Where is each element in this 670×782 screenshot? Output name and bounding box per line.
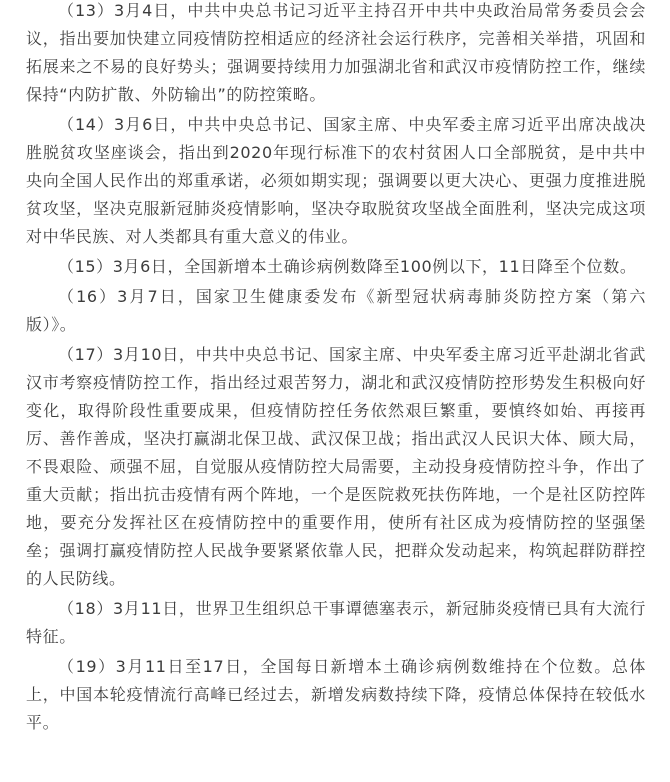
article-body bbox=[26, 0, 646, 739]
paragraph-16: （16）3月7日，国家卫生健康委发布《新型冠状病毒肺炎防控方案（第六版）》。 bbox=[26, 287, 646, 334]
paragraph-19: （19）3月11日至17日，全国每日新增本土确诊病例数维持在个位数。总体上，中国本轮疫情流行高峰已经过去，新增发病数持续下降，疫情总体保持在较低水平。 bbox=[26, 657, 646, 732]
paragraph-18: （18）3月11日，世界卫生组织总干事谭德塞表示，新冠肺炎疫情已具有大流行特征。 bbox=[26, 599, 646, 646]
paragraph-13: （13）3月4日，中共中央总书记习近平主持召开中共中央政治局常务委员会会议，指出要加快建立同疫情防控相适应的经济社会运行秩序，完善相关举措，巩固和拓展来之不易的良好势头；强调要持续用力加强湖北省和武汉市疫情防控工作，继续保持“内防扩散、外防输出”的防控策略。 bbox=[26, 1, 646, 104]
paragraph-17: （17）3月10日，中共中央总书记、国家主席、中央军委主席习近平赴湖北省武汉市考察疫情防控工作，指出经过艰苦努力，湖北和武汉疫情防控形势发生积极向好变化，取得阶段性重要成果，但疫情防控任务依然艰巨繁重，要慎终如始、再接再厉、善作善成，坚决打赢湖北保卫战、武汉保卫战；指出武汉人民识大体、顾大局，不畏艰险、顽强不屈，自觉服从疫情防控大局需要，主动投身疫情防控斗争，作出了重大贡献；指出抗击疫情有两个阵地，一个是医院救死扶伤阵地，一个是社区防控阵地，要充分发挥社区在疫情防控中的重要作用，使所有社区成为疫情防控的坚强堡垒；强调打赢疫情防控人民战争要紧紧依靠人民，把群众发动起来，构筑起群防群控的人民防线。 bbox=[26, 345, 646, 588]
paragraph-15: （15）3月6日，全国新增本土确诊病例数降至100例以下，11日降至个位数。 bbox=[58, 257, 637, 276]
paragraph-14: （14）3月6日，中共中央总书记、国家主席、中央军委主席习近平出席决战决胜脱贫攻坚座谈会，指出到2020年现行标准下的农村贫困人口全部脱贫，是中共中央向全国人民作出的郑重承诺，必须如期实现；强调要以更大决心、更强力度推进脱贫攻坚，坚决克服新冠肺炎疫情影响，坚决夺取脱贫攻坚战全面胜利，坚决完成这项对中华民族、对人类都具有重大意义的伟业。 bbox=[26, 115, 646, 246]
